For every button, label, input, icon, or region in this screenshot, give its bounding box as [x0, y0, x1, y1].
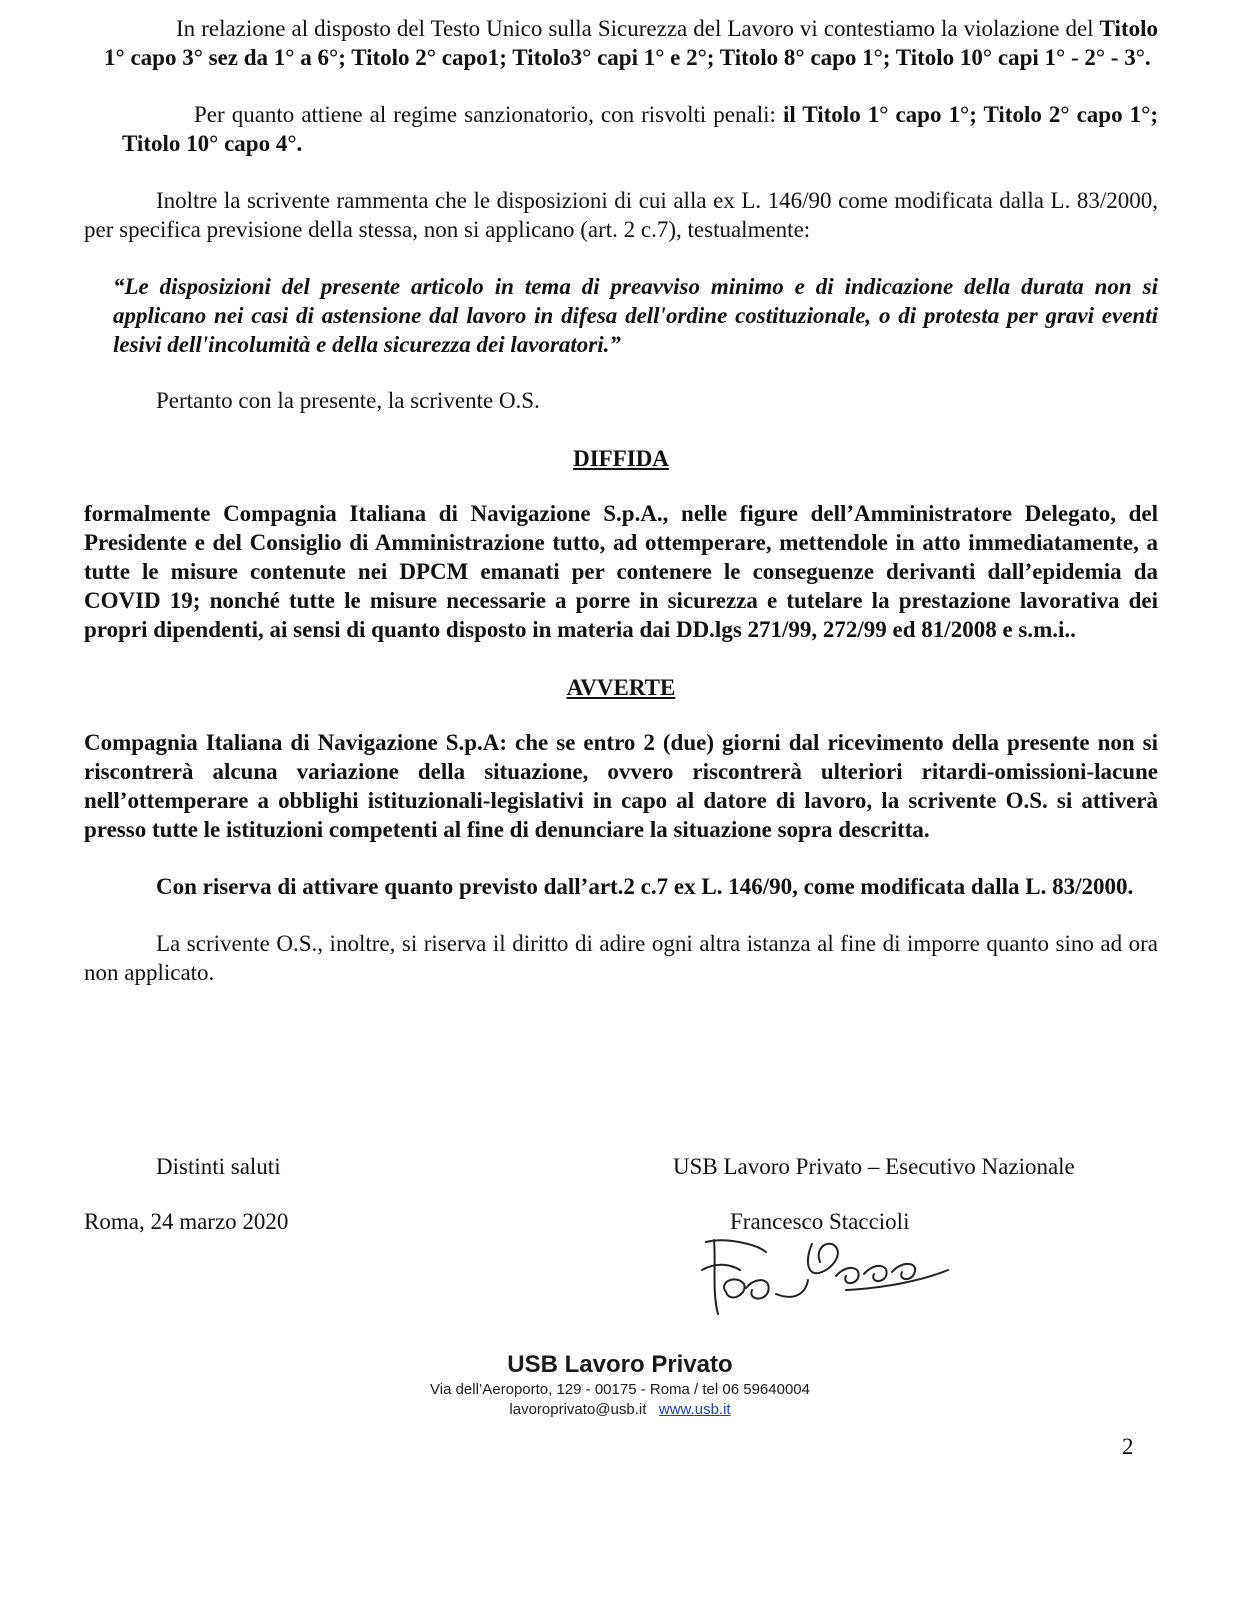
place-date: Roma, 24 marzo 2020: [84, 1209, 289, 1234]
handwritten-signature: [696, 1222, 956, 1322]
paragraph-violations-bold: Titolo 1° capo 3° sez da 1° a 6°; Titolo 2° capo1; Titolo3° capi 1° e 2°; Titolo 8° capo 1°; Titolo 10° capi 1° - 2° - 3°.: [104, 16, 1158, 70]
footer-title: USB Lavoro Privato: [507, 1351, 733, 1378]
paragraph-violations-lead: In relazione al disposto del Testo Unico sulla Sicurezza del Lavoro vi contestiamo la violazione del: [176, 16, 1100, 41]
law-quote: “Le disposizioni del presente articolo in tema di preavviso minimo e di indicazione della durata non si applicano nei casi di astensione dal lavoro in difesa dell'ordine costituzionale, o di protesta per gravi eventi lesivi dell'incolumità e della sicurezza dei lavoratori.”: [113, 274, 1158, 357]
signer-name: Francesco Staccioli: [730, 1209, 910, 1234]
footer: [0, 1350, 1240, 1420]
page-number: 2: [1122, 1434, 1134, 1459]
footer-address: Via dell’Aeroporto, 129 - 00175 - Roma / tel 06 59640004: [430, 1381, 810, 1398]
heading-avverte: AVVERTE: [566, 675, 676, 700]
heading-diffida: DIFFIDA: [573, 446, 669, 471]
avverte-text: Compagnia Italiana di Navigazione S.p.A: che se entro 2 (due) giorni dal ricevimento della presente non si riscontrerà alcuna variazione della situazione, ovvero riscontrerà ulteriori ritardi-omissioni-lacune nell’ottemperare a obblighi istituzionali-legislativi in capo al datore di lavoro, la scrivente O.S. si attiverà presso tutte le istituzioni competenti al fine di denunciare la situazione sopra descritta.: [84, 730, 1158, 842]
paragraph-law-reference: Inoltre la scrivente rammenta che le disposizioni di cui alla ex L. 146/90 come modificata dalla L. 83/2000, per specifica previsione della stessa, non si applicano (art. 2 c.7), testualmente:: [84, 188, 1158, 242]
paragraph-violations: [104, 14, 1158, 72]
paragraph-therefore: Pertanto con la presente, la scrivente O.S.: [156, 388, 540, 413]
footer-website-link[interactable]: www.usb.it: [658, 1401, 731, 1418]
paragraph-final: La scrivente O.S., inoltre, si riserva il diritto di adire ogni altra istanza al fine di imporre quanto sino ad ora non applicato.: [84, 931, 1158, 985]
sender-organization: USB Lavoro Privato – Esecutivo Nazionale: [673, 1154, 1075, 1179]
footer-email[interactable]: lavoroprivato@usb.it: [509, 1401, 647, 1418]
footer-contacts: [0, 1400, 1240, 1420]
letter-body: [84, 14, 1158, 1234]
greeting: Distinti saluti: [156, 1154, 281, 1179]
paragraph-sanctions-lead: Per quanto attiene al regime sanzionatorio, con risvolti penali:: [194, 102, 783, 127]
paragraph-sanctions: [122, 100, 1158, 158]
paragraph-reservation: Con riserva di attivare quanto previsto dall’art.2 c.7 ex L. 146/90, come modificata dalla L. 83/2000.: [156, 874, 1134, 899]
diffida-text: formalmente Compagnia Italiana di Navigazione S.p.A., nelle figure dell’Amministratore Delegato, del Presidente e del Consiglio di Amministrazione tutto, ad ottemperare, mettendole in atto immediatamente, a tutte le misure contenute nei DPCM emanati per contenere le conseguenze derivanti dall’epidemia da COVID 19; nonché tutte le misure necessarie a porre in sicurezza e tutelare la prestazione lavorativa dei propri dipendenti, ai sensi di quanto disposto in materia dai DD.lgs 271/99, 272/99 ed 81/2008 e s.m.i..: [84, 501, 1158, 642]
paragraph-sanctions-bold: il Titolo 1° capo 1°; Titolo 2° capo 1°; Titolo 10° capo 4°.: [122, 102, 1158, 156]
